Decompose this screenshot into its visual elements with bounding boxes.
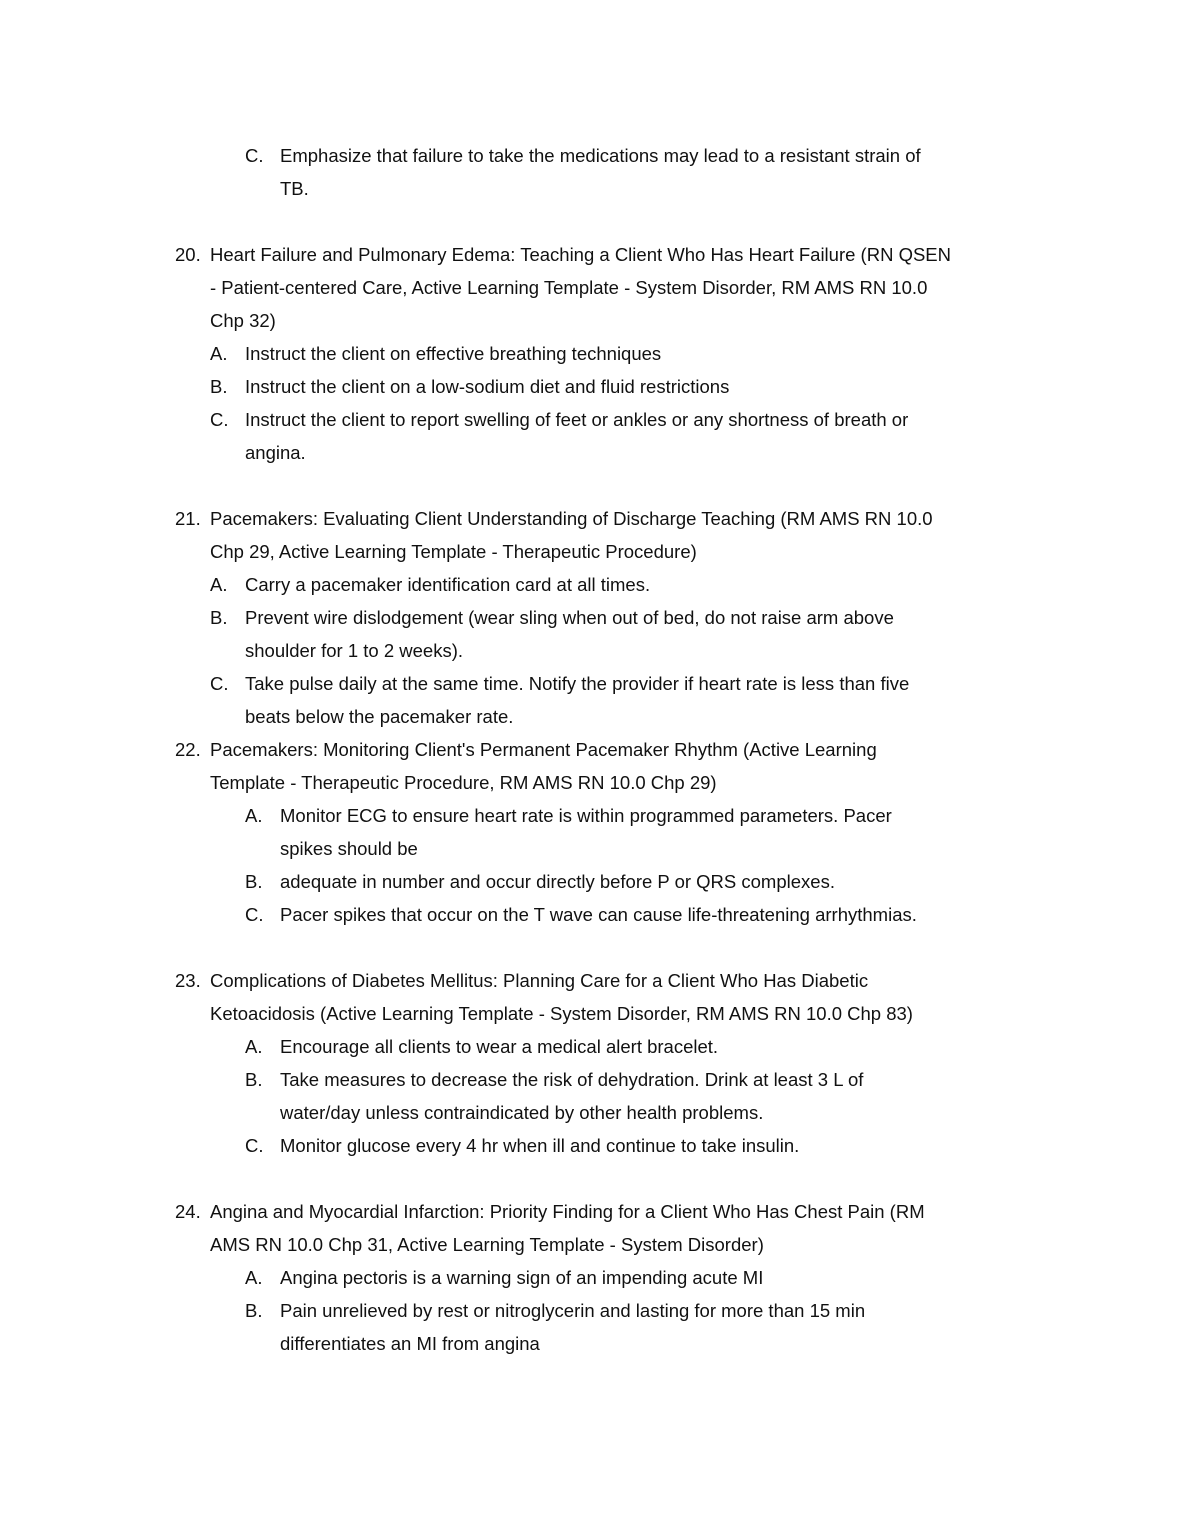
item-text: Pain unrelieved by rest or nitroglycerin and lasting for more than 15 min differentiates an MI from angina (280, 1300, 866, 1354)
item-text: Instruct the client on a low-sodium diet and fluid restrictions (245, 376, 730, 397)
item-text: Pacemakers: Evaluating Client Understanding of Discharge Teaching (RM AMS RN 10.0 Chp 29, Active Learning Template - Therapeutic Procedure) (210, 508, 933, 562)
list-marker: 23. (175, 970, 201, 991)
item-text: adequate in number and occur directly before P or QRS complexes. (280, 871, 835, 892)
list-marker: C. (245, 145, 264, 166)
list-marker: A. (245, 1267, 263, 1288)
list-marker: C. (210, 409, 229, 430)
list-marker: B. (210, 607, 228, 628)
item-text: Angina and Myocardial Infarction: Priority Finding for a Client Who Has Chest Pain (RM AMS RN 10.0 Chp 31, Active Learning Template - System Disorder) (210, 1201, 925, 1255)
list-marker: B. (210, 376, 228, 397)
list-marker: C. (245, 1135, 264, 1156)
list-marker: C. (245, 904, 264, 925)
sub-item (0, 667, 1190, 733)
sub-item (0, 139, 1190, 205)
sub-item (0, 1063, 1190, 1129)
sub-item (0, 1030, 1190, 1063)
item-text: Carry a pacemaker identification card at all times. (245, 574, 651, 595)
item-text: Complications of Diabetes Mellitus: Planning Care for a Client Who Has Diabetic Ketoacidosis (Active Learning Template - System Disorder, RM AMS RN 10.0 Chp 83) (210, 970, 913, 1024)
list-marker: A. (245, 1036, 263, 1057)
item-text: Angina pectoris is a warning sign of an impending acute MI (280, 1267, 764, 1288)
list-marker: 21. (175, 508, 201, 529)
numbered-item (0, 1195, 1190, 1261)
item-text: Pacer spikes that occur on the T wave can cause life-threatening arrhythmias. (280, 904, 917, 925)
item-text: Take measures to decrease the risk of dehydration. Drink at least 3 L of water/day unless contraindicated by other health problems. (280, 1069, 864, 1123)
item-text: Instruct the client to report swelling of feet or ankles or any shortness of breath or angina. (245, 409, 909, 463)
sub-item (0, 865, 1190, 898)
item-text: Encourage all clients to wear a medical alert bracelet. (280, 1036, 719, 1057)
sub-item (0, 1129, 1190, 1162)
sub-item (0, 799, 1190, 865)
sub-item (0, 568, 1190, 601)
list-marker: B. (245, 871, 263, 892)
numbered-item (0, 733, 1190, 799)
sub-item (0, 601, 1190, 667)
list-marker: C. (210, 673, 229, 694)
list-marker: B. (245, 1300, 263, 1321)
sub-item (0, 337, 1190, 370)
list-marker: A. (210, 574, 228, 595)
sub-item (0, 403, 1190, 469)
item-text: Prevent wire dislodgement (wear sling when out of bed, do not raise arm above shoulder for 1 to 2 weeks). (245, 607, 894, 661)
item-text: Monitor ECG to ensure heart rate is within programmed parameters. Pacer spikes should be (280, 805, 892, 859)
sub-item (0, 898, 1190, 931)
list-marker: 22. (175, 739, 201, 760)
item-text: Emphasize that failure to take the medications may lead to a resistant strain of TB. (280, 145, 921, 199)
list-marker: 24. (175, 1201, 201, 1222)
sub-item (0, 1294, 1190, 1360)
item-text: Heart Failure and Pulmonary Edema: Teaching a Client Who Has Heart Failure (RN QSEN - Patient-centered Care, Active Learning Template - System Disorder, RM AMS RN 10.0 Chp 32) (210, 244, 951, 331)
sub-item (0, 1261, 1190, 1294)
list-marker: A. (245, 805, 263, 826)
numbered-item (0, 238, 1190, 337)
list-marker: 20. (175, 244, 201, 265)
list-marker: B. (245, 1069, 263, 1090)
sub-item (0, 370, 1190, 403)
item-text: Monitor glucose every 4 hr when ill and continue to take insulin. (280, 1135, 800, 1156)
document-page (0, 139, 1190, 1360)
item-text: Take pulse daily at the same time. Notify the provider if heart rate is less than five beats below the pacemaker rate. (245, 673, 910, 727)
list-marker: A. (210, 343, 228, 364)
item-text: Instruct the client on effective breathing techniques (245, 343, 662, 364)
item-text: Pacemakers: Monitoring Client's Permanent Pacemaker Rhythm (Active Learning Template - Therapeutic Procedure, RM AMS RN 10.0 Chp 29) (210, 739, 877, 793)
numbered-item (0, 964, 1190, 1030)
numbered-item (0, 502, 1190, 568)
